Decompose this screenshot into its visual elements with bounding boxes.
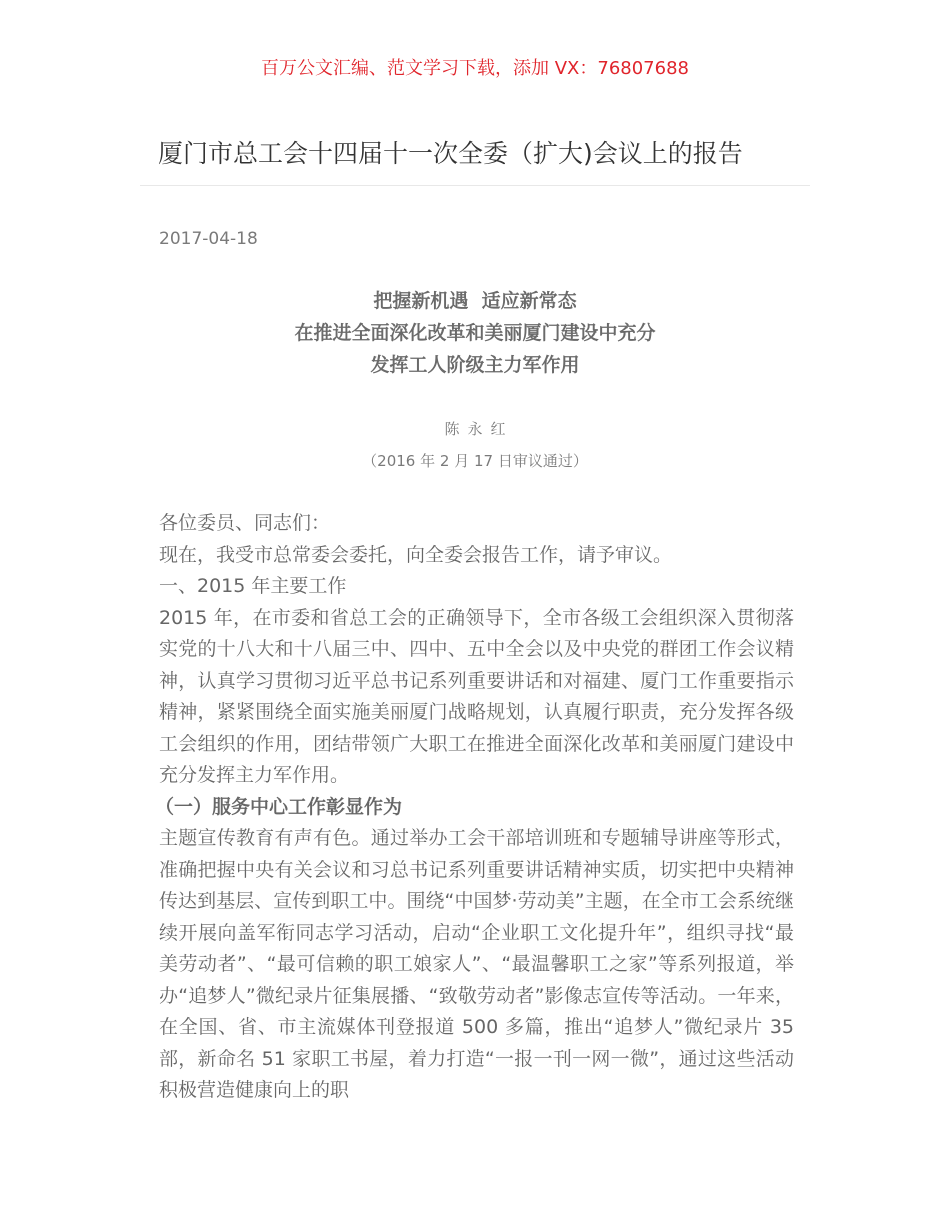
article-subtitle [140, 285, 810, 381]
approval-note: （2016 年 2 月 17 日审议通过） [362, 452, 588, 470]
paragraph: 现在，我受市总常委会委托，向全委会报告工作，请予审议。 [159, 543, 673, 566]
article-body [155, 508, 794, 1107]
subtitle-line: 发挥工人阶级主力军作用 [370, 354, 580, 376]
publish-date: 2017-04-18 [159, 229, 258, 249]
paragraph: 2015 年，在市委和省总工会的正确领导下，全市各级工会组织深入贯彻落实党的十八大和十八届三中、四中、五中全会以及中央党的群团工作会议精神，认真学习贯彻习近平总书记系列重要讲话和对福建、厦门工作重要指示精神，紧紧围绕全面实施美丽厦门战略规划，认真履行职责，充分发挥各级工会组织的作用，团结带领广大职工在推进全面深化改革和美丽厦门建设中充分发挥主力军作用。 [159, 606, 794, 786]
promo-banner: 百万公文汇编、范文学习下载，添加 VX：76807688 [261, 58, 689, 79]
subtitle-line: 把握新机遇 适应新常态 [373, 290, 577, 312]
page-title: 厦门市总工会十四届十一次全委（扩大)会议上的报告 [158, 139, 743, 168]
author-name: 陈永红 [444, 420, 514, 438]
salutation: 各位委员、同志们： [159, 512, 331, 534]
subsection-heading: （一）服务中心工作彰显作为 [155, 795, 403, 818]
section-heading: 一、2015 年主要工作 [159, 575, 347, 597]
subtitle-line: 在推进全面深化改革和美丽厦门建设中充分 [294, 322, 656, 344]
paragraph: 主题宣传教育有声有色。通过举办工会干部培训班和专题辅导讲座等形式，准确把握中央有关会议和习总书记系列重要讲话精神实质，切实把中央精神传达到基层、宣传到职工中。围绕“中国梦·劳动美”主题，在全市工会系统继续开展向盖军衔同志学习活动，启动“企业职工文化提升年”，组织寻找“最美劳动者”、“最可信赖的职工娘家人”、“最温馨职工之家”等系列报道，举办“追梦人”微纪录片征集展播、“致敬劳动者”影像志宣传等活动。一年来，在全国、省、市主流媒体刊登报道 500 多篇，推出“追梦人”微纪录片 35 部，新命名 51 家职工书屋，着力打造“一报一刊一网一微”，通过这些活动积极营造健康向上的职 [159, 827, 794, 1101]
title-section [140, 136, 810, 186]
